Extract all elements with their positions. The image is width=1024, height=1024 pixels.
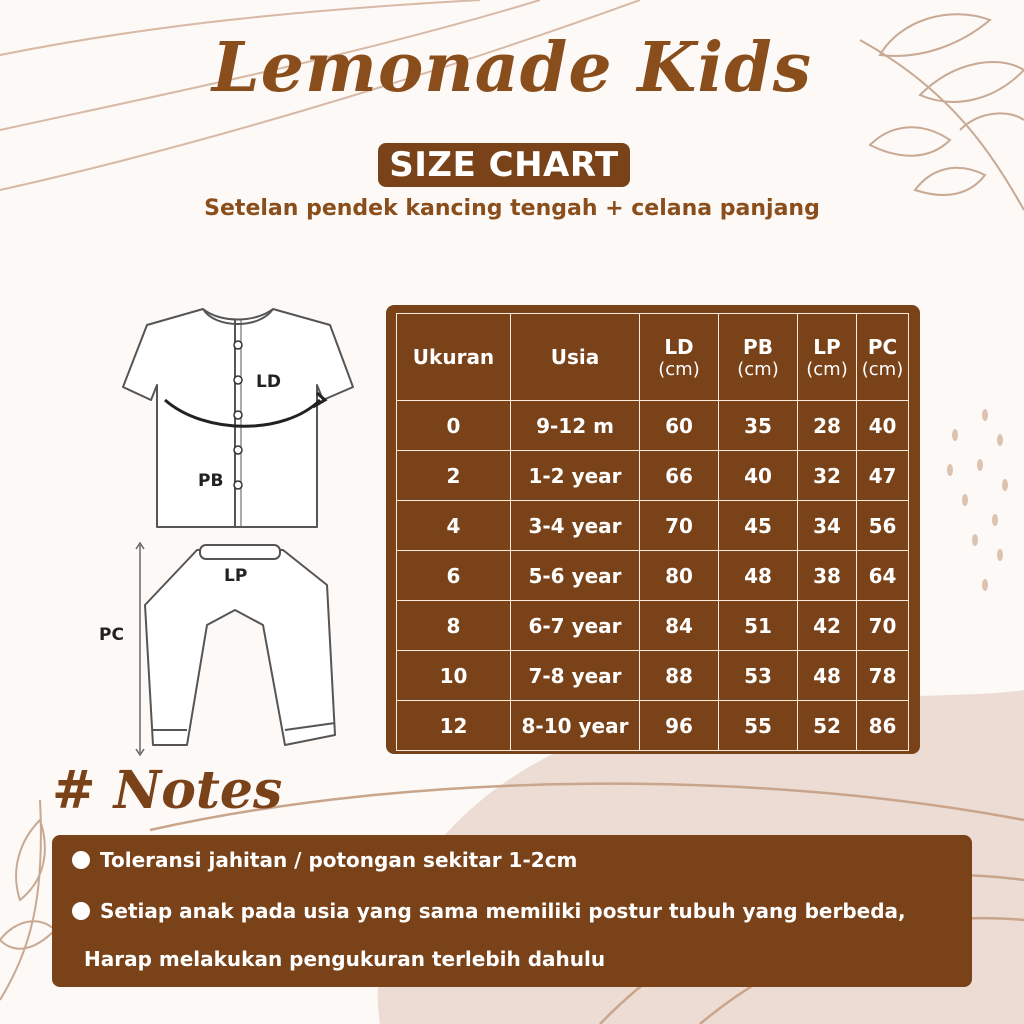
label-pc: PC: [99, 625, 124, 645]
note-continuation: Harap melakukan pengukuran terlebih dahulu: [84, 947, 606, 971]
table-header-row: [397, 314, 909, 401]
cell-ld: 84: [640, 601, 719, 651]
cell-ld: 66: [640, 451, 719, 501]
table-row: [397, 451, 909, 501]
cell-pb: 55: [719, 701, 798, 751]
size-chart-badge: SIZE CHART: [378, 143, 630, 187]
size-table: [396, 313, 909, 751]
cell-usia: 8-10 year: [511, 701, 640, 751]
notes-title: # Notes: [52, 760, 283, 821]
cell-pb: 35: [719, 401, 798, 451]
dots-decoration: [947, 409, 1008, 591]
cell-pb: 53: [719, 651, 798, 701]
cell-lp: 48: [798, 651, 857, 701]
cell-pb: 51: [719, 601, 798, 651]
bullet-icon: [72, 851, 90, 869]
cell-ukuran: 0: [397, 401, 511, 451]
table-row: [397, 601, 909, 651]
size-table-panel: [386, 305, 920, 754]
header-usia: Usia: [511, 314, 640, 401]
cell-pc: 56: [857, 501, 909, 551]
header-ukuran: Ukuran: [397, 314, 511, 401]
note-text: Setiap anak pada usia yang sama memiliki postur tubuh yang berbeda,: [100, 899, 906, 923]
label-pb: PB: [198, 471, 224, 491]
table-row: [397, 501, 909, 551]
cell-usia: 1-2 year: [511, 451, 640, 501]
cell-ukuran: 12: [397, 701, 511, 751]
cell-pc: 86: [857, 701, 909, 751]
cell-pc: 64: [857, 551, 909, 601]
cell-lp: 42: [798, 601, 857, 651]
cell-lp: 52: [798, 701, 857, 751]
note-item: [72, 848, 577, 872]
cell-lp: 28: [798, 401, 857, 451]
cell-lp: 32: [798, 451, 857, 501]
table-row: [397, 651, 909, 701]
cell-pc: 40: [857, 401, 909, 451]
table-row: [397, 551, 909, 601]
brand-logo: Lemonade Kids: [211, 28, 813, 108]
note-item: [72, 899, 906, 923]
cell-usia: 3-4 year: [511, 501, 640, 551]
cell-pc: 70: [857, 601, 909, 651]
notes-panel: [52, 835, 972, 987]
leaf-branch-icon: [0, 800, 55, 1000]
cell-ukuran: 4: [397, 501, 511, 551]
cell-ukuran: 8: [397, 601, 511, 651]
cell-ld: 96: [640, 701, 719, 751]
cell-ld: 88: [640, 651, 719, 701]
header-pb: PB (cm): [719, 314, 798, 401]
cell-usia: 5-6 year: [511, 551, 640, 601]
cell-pb: 48: [719, 551, 798, 601]
table-row: [397, 401, 909, 451]
header-lp: LP (cm): [798, 314, 857, 401]
cell-lp: 38: [798, 551, 857, 601]
cell-ld: 80: [640, 551, 719, 601]
cell-usia: 9-12 m: [511, 401, 640, 451]
cell-pb: 40: [719, 451, 798, 501]
cell-lp: 34: [798, 501, 857, 551]
product-subtitle: Setelan pendek kancing tengah + celana panjang: [204, 196, 820, 221]
note-text: Toleransi jahitan / potongan sekitar 1-2cm: [100, 848, 578, 872]
bullet-icon: [72, 902, 90, 920]
cell-ukuran: 2: [397, 451, 511, 501]
cell-ukuran: 6: [397, 551, 511, 601]
clothing-illustration: [95, 305, 365, 765]
header-pc: PC (cm): [857, 314, 909, 401]
cell-usia: 7-8 year: [511, 651, 640, 701]
label-lp: LP: [224, 566, 248, 586]
header-ld: LD (cm): [640, 314, 719, 401]
cell-ukuran: 10: [397, 651, 511, 701]
label-ld: LD: [256, 372, 281, 392]
cell-ld: 60: [640, 401, 719, 451]
cell-usia: 6-7 year: [511, 601, 640, 651]
cell-pc: 47: [857, 451, 909, 501]
cell-pb: 45: [719, 501, 798, 551]
table-row: [397, 701, 909, 751]
cell-pc: 78: [857, 651, 909, 701]
cell-ld: 70: [640, 501, 719, 551]
